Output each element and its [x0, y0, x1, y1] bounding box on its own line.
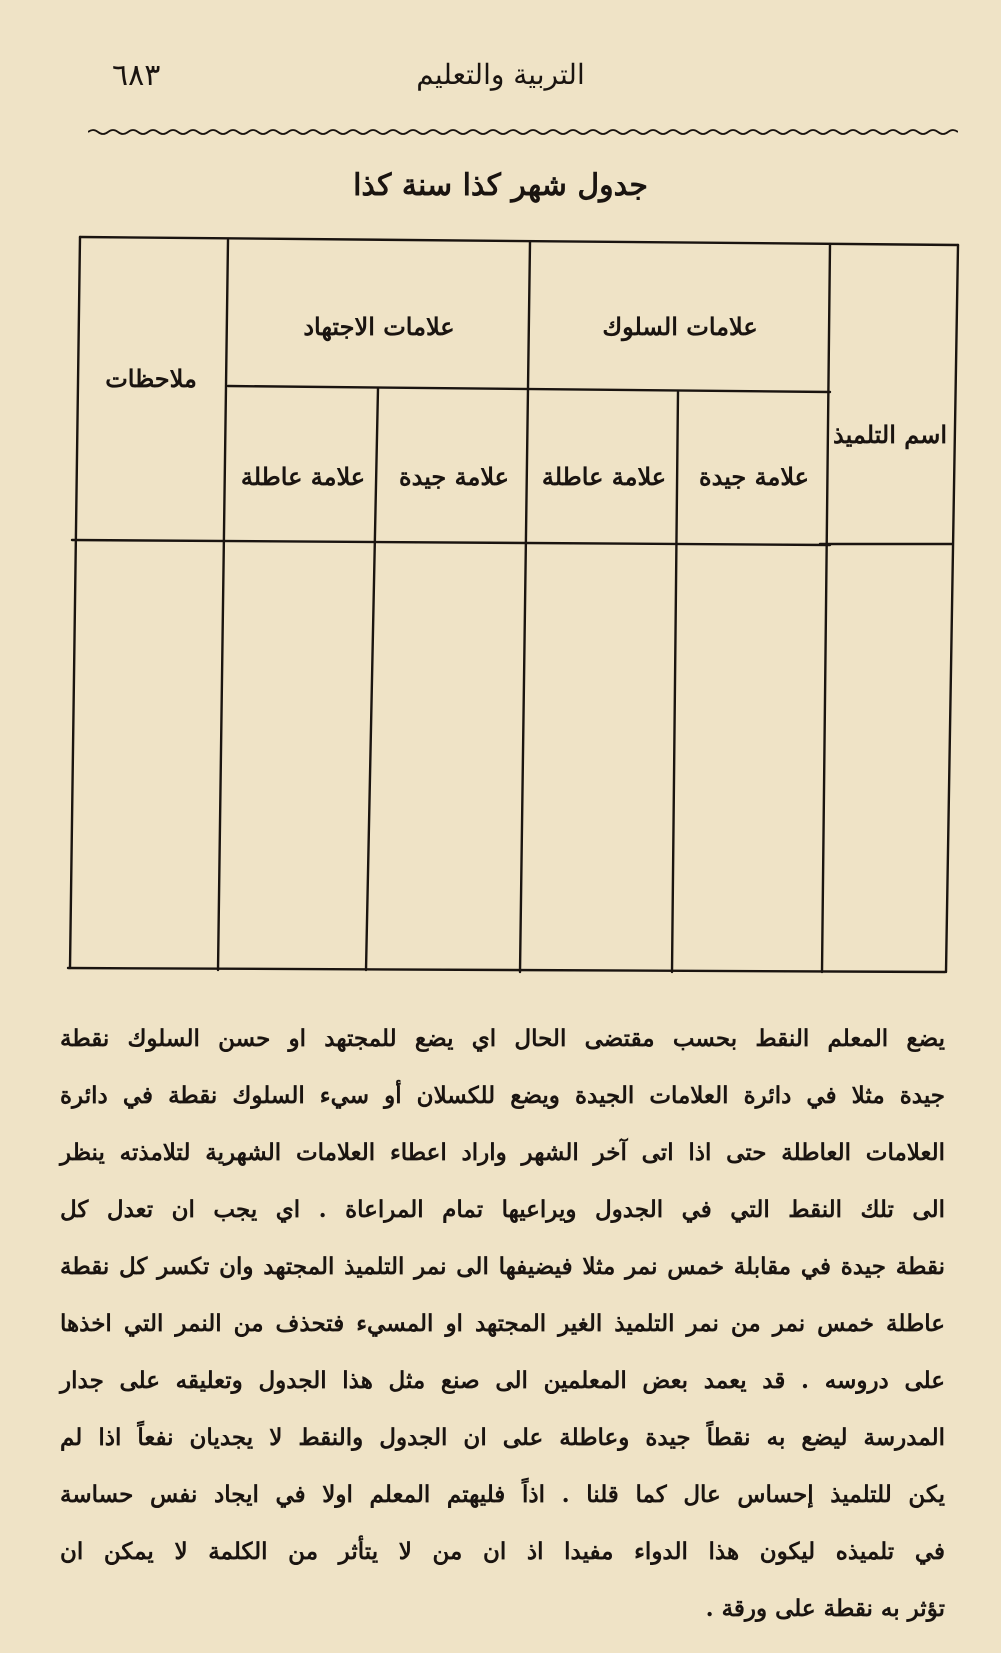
header-conduct-group: علامات السلوك — [602, 312, 758, 341]
body-line: على دروسه . قد يعمد بعض المعلمين الى صنع مثل هذا الجدول وتعليقه على جدار — [60, 1367, 945, 1394]
body-line: في تلميذه ليكون هذا الدواء مفيدا اذ ان من لا يتأثر من الكلمة لا يمكن ان — [60, 1538, 945, 1565]
body-line: تؤثر به نقطة على ورقة . — [705, 1595, 945, 1622]
body-line: الى تلك النقط التي في الجدول ويراعيها تمام المراعاة . اي يجب ان تعدل كل — [60, 1196, 945, 1223]
subheader-diligence-bad: علامة عاطلة — [240, 462, 366, 491]
running-header-title: التربية والتعليم — [416, 58, 585, 91]
body-line: المدرسة ليضع به نقطاً جيدة وعاطلة على ان الجدول والنقط لا يجديان نفعاً اذا لم — [60, 1424, 945, 1451]
subheader-conduct-good: علامة جيدة — [699, 462, 809, 491]
table-title: جدول شهر كذا سنة كذا — [353, 168, 648, 203]
body-line: جيدة مثلا في دائرة العلامات الجيدة ويضع للكسلان أو سيء السلوك نقطة في دائرة — [60, 1082, 945, 1109]
body-paragraph — [60, 1010, 945, 1637]
body-line: يكن للتلميذ إحساس عال كما قلنا . اذاً فليهتم المعلم اولا في ايجاد نفس حساسة — [60, 1481, 945, 1508]
body-line: العلامات العاطلة حتى اذا اتى آخر الشهر واراد اعطاء العلامات الشهرية لتلامذته ينظر — [60, 1139, 945, 1166]
body-line: عاطلة خمس نمر من نمر التلميذ الغير المجتهد او المسيء فتحذف من النمر التي اخذها — [60, 1310, 945, 1337]
header-diligence-group: علامات الاجتهاد — [303, 312, 455, 341]
header-student-name: اسم التلميذ — [833, 420, 947, 449]
body-line: يضع المعلم النقط بحسب مقتضى الحال اي يضع للمجتهد او حسن السلوك نقطة — [60, 1025, 945, 1052]
page-number: ٦٨٣ — [112, 58, 161, 93]
body-line: نقطة جيدة في مقابلة خمس نمر مثلا فيضيفها الى نمر التلميذ المجتهد وان تكسر كل نقطة — [60, 1253, 945, 1280]
header-remarks: ملاحظات — [105, 364, 197, 393]
subheader-conduct-bad: علامة عاطلة — [541, 462, 667, 491]
subheader-diligence-good: علامة جيدة — [399, 462, 509, 491]
